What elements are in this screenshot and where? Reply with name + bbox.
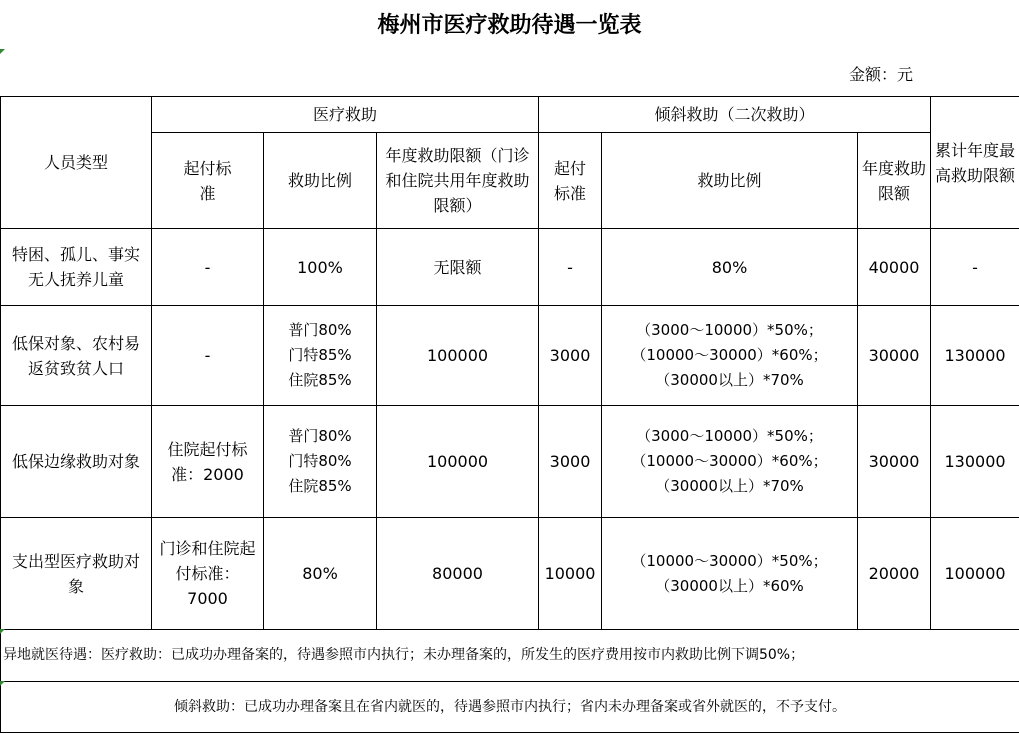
table-row <box>1 306 1019 406</box>
ma-limit-cell: 80000 <box>377 518 539 630</box>
cell-marker-icon <box>0 629 5 634</box>
header-ma-ratio: 救助比例 <box>264 133 377 229</box>
ma-start-cell: 住院起付标准：2000 <box>152 406 264 518</box>
ta-ratio-cell: （3000～10000）*50%； （10000～30000）*60%； （30000以上）*70% <box>602 306 858 406</box>
person-type-cell: 特困、孤儿、事实无人抚养儿童 <box>1 229 152 306</box>
ma-start-cell: - <box>152 306 264 406</box>
ta-limit-cell: 30000 <box>858 406 931 518</box>
ma-limit-cell: 100000 <box>377 406 539 518</box>
ma-start-cell: 门诊和住院起付标准：7000 <box>152 518 264 630</box>
unit-row <box>0 50 1019 96</box>
header-ma-annual-limit: 年度救助限额（门诊和住院共用年度救助限额） <box>377 133 539 229</box>
header-medical-aid: 医疗救助 <box>152 97 539 133</box>
tilted-aid-note: 倾斜救助：已成功办理备案且在省内就医的，待遇参照市内执行；省内未办理备案或省外就医的，不予支付。 <box>1 682 1019 733</box>
ta-limit-cell: 30000 <box>858 306 931 406</box>
ta-ratio-cell: 80% <box>602 229 858 306</box>
header-ta-annual-limit: 年度救助限额 <box>858 133 931 229</box>
header-ta-start: 起付标准 <box>539 133 602 229</box>
ma-limit-cell: 100000 <box>377 306 539 406</box>
person-type-cell: 低保边缘救助对象 <box>1 406 152 518</box>
total-limit-cell: 130000 <box>931 306 1019 406</box>
ma-ratio-cell: 100% <box>264 229 377 306</box>
table-row <box>1 229 1019 306</box>
header-tilted-aid: 倾斜救助（二次救助） <box>539 97 931 133</box>
total-limit-cell: 130000 <box>931 406 1019 518</box>
ma-start-cell: - <box>152 229 264 306</box>
total-limit-cell: 100000 <box>931 518 1019 630</box>
ma-limit-cell: 无限额 <box>377 229 539 306</box>
header-person-type: 人员类型 <box>1 97 152 229</box>
ta-ratio-cell: （10000～30000）*50%； （30000以上）*60% <box>602 518 858 630</box>
header-ma-start: 起付标准 <box>152 133 264 229</box>
currency-unit: 金额：元 <box>848 65 913 84</box>
remote-care-note: 异地就医待遇：医疗救助：已成功办理备案的，待遇参照市内执行；未办理备案的，所发生的医疗费用按市内救助比例下调50%； <box>1 630 1019 682</box>
total-limit-cell: - <box>931 229 1019 306</box>
page-title: 梅州市医疗救助待遇一览表 <box>377 12 642 38</box>
ma-ratio-cell: 普门80% 门特85% 住院85% <box>264 306 377 406</box>
ta-start-cell: - <box>539 229 602 306</box>
table-row <box>1 518 1019 630</box>
person-type-cell: 支出型医疗救助对象 <box>1 518 152 630</box>
ta-start-cell: 3000 <box>539 406 602 518</box>
ma-ratio-cell: 普门80% 门特80% 住院85% <box>264 406 377 518</box>
header-cumulative-limit: 累计年度最高救助限额 <box>931 97 1019 229</box>
ta-start-cell: 10000 <box>539 518 602 630</box>
table-row <box>1 406 1019 518</box>
header-ta-ratio: 救助比例 <box>602 133 858 229</box>
person-type-cell: 低保对象、农村易返贫致贫人口 <box>1 306 152 406</box>
ta-limit-cell: 20000 <box>858 518 931 630</box>
ta-ratio-cell: （3000～10000）*50%； （10000～30000）*60%； （30000以上）*70% <box>602 406 858 518</box>
ma-ratio-cell: 80% <box>264 518 377 630</box>
ta-start-cell: 3000 <box>539 306 602 406</box>
ta-limit-cell: 40000 <box>858 229 931 306</box>
cell-marker-icon <box>0 681 5 686</box>
aid-table <box>0 96 1019 733</box>
